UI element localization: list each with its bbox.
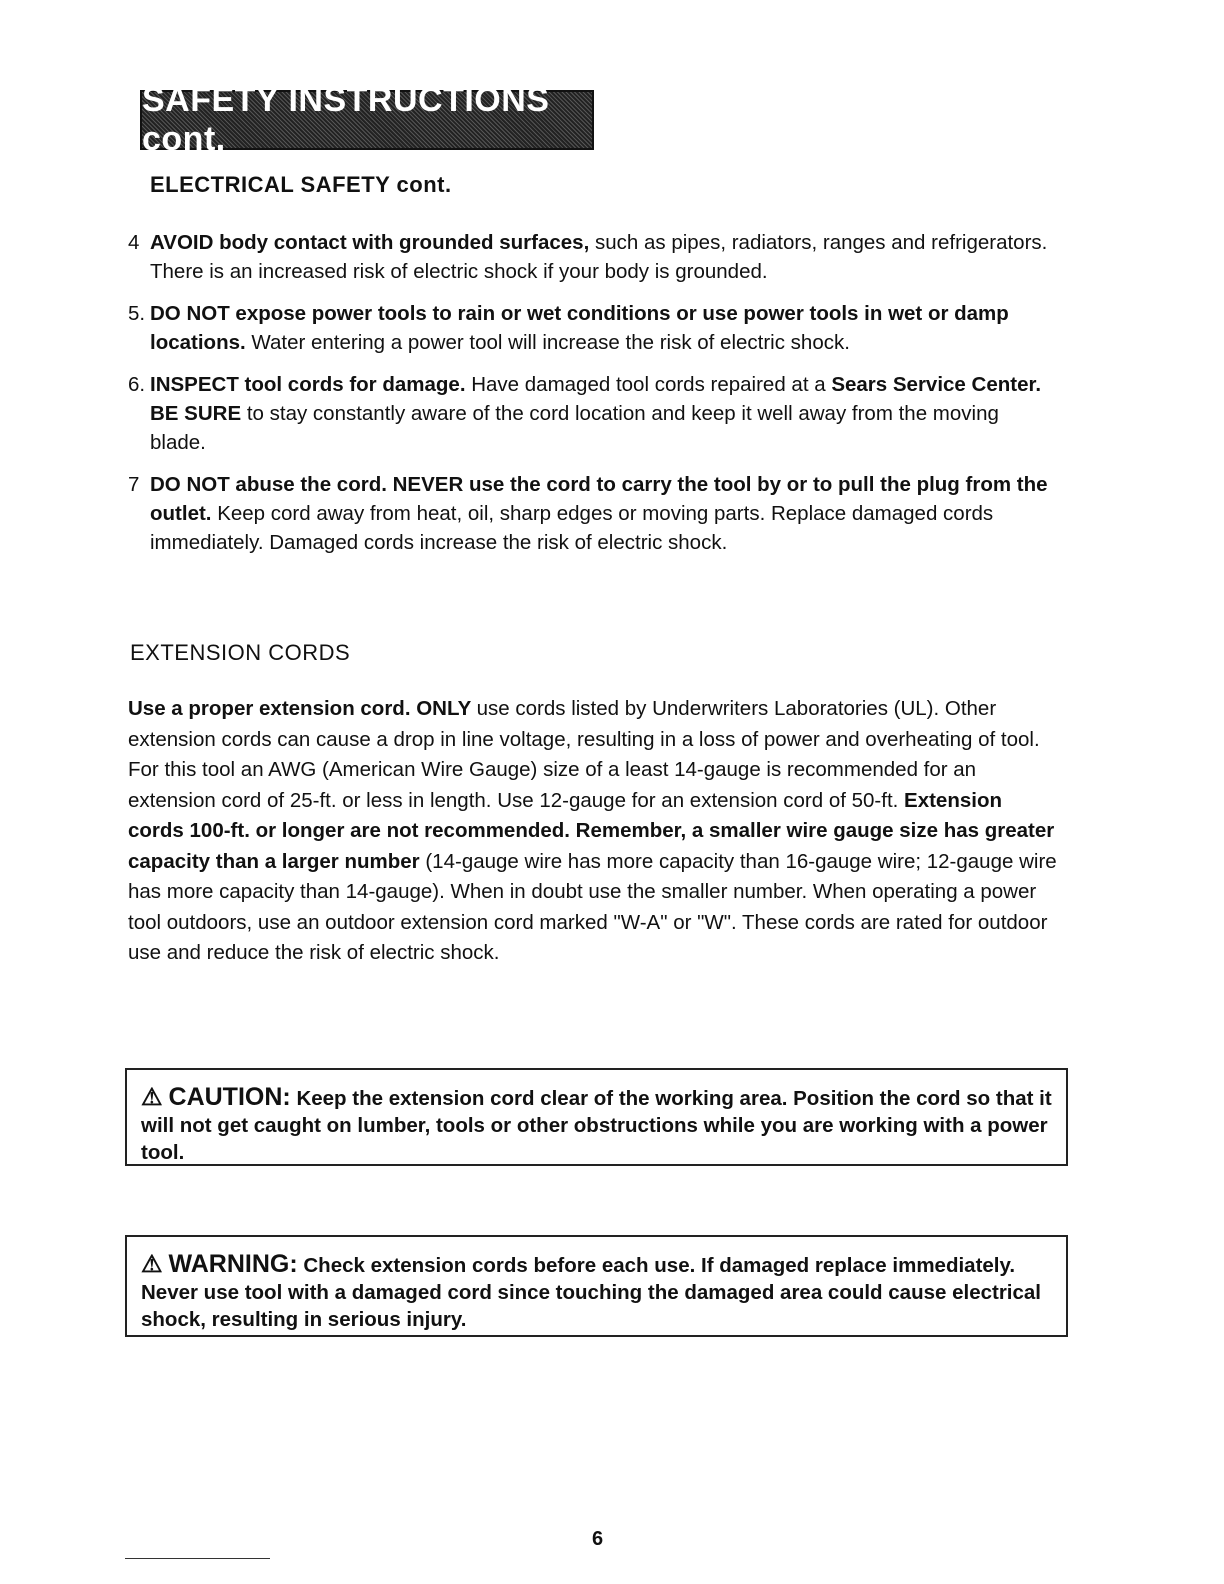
item-text — [150, 370, 1058, 457]
section-banner — [140, 81, 594, 158]
warning-text: Check extension cords before each use. If damaged replace immediately. Never use tool with a damaged cord since touching the damaged area could cause electrical shock, resulting in serious injury. — [141, 1254, 1041, 1331]
item-number: 6. — [128, 373, 146, 396]
warning-triangle-icon: ⚠ — [141, 1084, 163, 1111]
item-number: 7 — [128, 473, 140, 496]
electrical-safety-heading: ELECTRICAL SAFETY cont. — [150, 172, 452, 197]
text-segment: Keep cord away from heat, oil, sharp edges or moving parts. Replace damaged cords immediately. Damaged cords increase the risk of electric shock. — [150, 502, 994, 554]
footer-rule — [125, 1558, 270, 1559]
item-text — [150, 470, 1058, 557]
safety-list — [128, 228, 1058, 570]
extension-cords-paragraph — [128, 694, 1058, 969]
banner-title: SAFETY INSTRUCTIONS cont. — [142, 81, 550, 158]
text-segment: DO NOT abuse the cord. NEVER use the cord to carry the tool by or to pull the plug from the outlet. — [150, 473, 1048, 525]
extension-cords-heading: EXTENSION CORDS — [130, 640, 351, 665]
text-segment: Have damaged tool cords repaired at a — [471, 373, 832, 396]
text-segment: Water entering a power tool will increase the risk of electric shock. — [251, 331, 850, 354]
text-segment: INSPECT tool cords for damage. — [150, 373, 472, 396]
text-segment: Sears Service Center. BE SURE — [150, 373, 1042, 425]
caution-box — [125, 1068, 1068, 1166]
text-segment: to stay constantly aware of the cord location and keep it well away from the moving blade. — [150, 402, 999, 454]
text-segment: such as pipes, radiators, ranges and refrigerators. There is an increased risk of electric shock if your body is grounded. — [150, 231, 1048, 283]
text-segment: DO NOT expose power tools to rain or wet conditions or use power tools in wet or damp locations. — [150, 302, 1009, 354]
warning-label: WARNING: — [168, 1250, 298, 1278]
list-item — [128, 299, 1058, 357]
list-item — [128, 470, 1058, 557]
item-number: 4 — [128, 231, 140, 254]
list-item — [128, 228, 1058, 286]
item-number: 5. — [128, 302, 146, 325]
text-segment: Use a proper extension cord. ONLY — [128, 697, 477, 720]
caution-text: Keep the extension cord clear of the working area. Position the cord so that it will not get caught on lumber, tools or other obstructions while you are working with a power tool. — [141, 1087, 1052, 1164]
warning-box — [125, 1235, 1068, 1337]
text-segment: Extension cords 100-ft. or longer are not recommended. Remember, a smaller wire gauge size has greater capacity than a larger number — [128, 788, 1055, 873]
item-text — [150, 299, 1058, 357]
item-text — [150, 228, 1058, 286]
text-segment: use cords listed by Underwriters Laboratories (UL). Other extension cords can cause a drop in line voltage, resulting in a loss of power and overheating of tool. For this tool an AWG (American Wire Gauge) size of a least 14-gauge is recommended for an extension cord of 25-ft. or less in length. Use 12-gauge for an extension cord of 50-ft. — [128, 697, 1040, 812]
page-number: 6 — [592, 1528, 604, 1550]
caution-label: CAUTION: — [168, 1083, 291, 1111]
warning-triangle-icon: ⚠ — [141, 1251, 163, 1278]
list-item — [128, 370, 1058, 457]
text-segment: (14-gauge wire has more capacity than 16-gauge wire; 12-gauge wire has more capacity than 14-gauge). When in doubt use the smaller number. When operating a power tool outdoors, use an outdoor extension cord marked "W-A" or "W". These cords are rated for outdoor use and reduce the risk of electric shock. — [128, 849, 1057, 964]
text-segment: AVOID body contact with grounded surfaces, — [150, 231, 595, 254]
